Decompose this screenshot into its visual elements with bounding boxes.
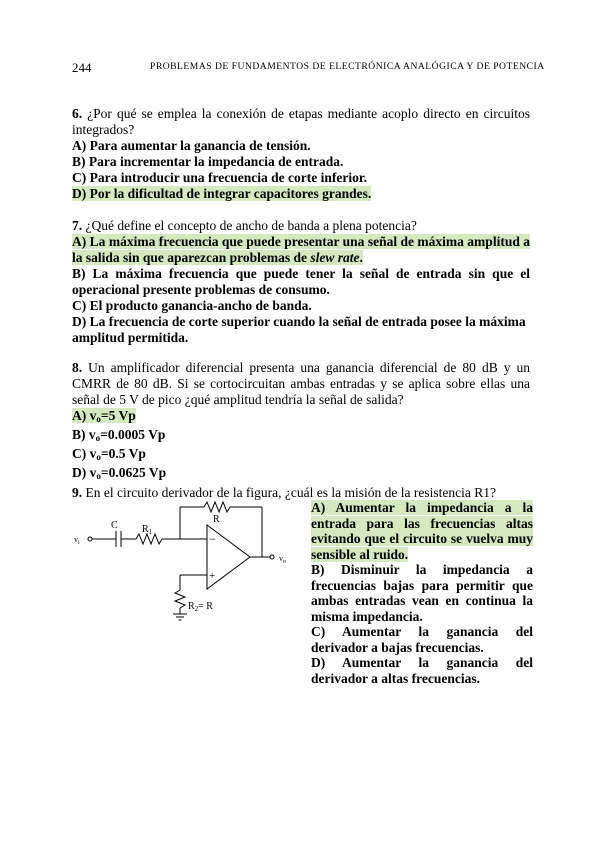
question-8 — [72, 360, 530, 484]
option-d-correct: D) Por la dificultad de integrar capacitores grandes. — [72, 186, 372, 201]
question-text: Un amplificador diferencial presenta una ganancia diferencial de 80 dB y un CMRR de 80 dB. Si se cortocircuitan ambas entradas y se aplica sobre ellas una señal de 5 V de pico ¿qué amplitud tendría la señal de salida? — [72, 360, 531, 407]
question-number: 9. — [72, 485, 83, 500]
option-text: B) v — [72, 427, 96, 442]
option-value: =0.0625 Vp — [100, 465, 167, 480]
question-text: ¿Por qué se emplea la conexión de etapas mediante acoplo directo en circuitos integrados? — [72, 106, 530, 137]
running-title: PROBLEMAS DE FUNDAMENTOS DE ELECTRÓNICA ANALÓGICA Y DE POTENCIA — [150, 61, 545, 72]
question-stem — [72, 106, 530, 138]
option-text: A) v — [72, 408, 97, 423]
option-c: C) El producto ganancia-ancho de banda. — [72, 298, 312, 313]
question-text: ¿Qué define el concepto de ancho de banda a plena potencia? — [85, 218, 417, 233]
option-text: D) v — [72, 465, 97, 480]
option-a-emphasis: slew rate — [310, 250, 360, 265]
option-b: B) La máxima frecuencia que puede tener la señal de entrada sin que el operacional presente problemas de consumo. — [72, 266, 530, 297]
question-number: 8. — [72, 360, 83, 375]
inverting-input-sign: − — [209, 532, 216, 546]
subscript: o — [95, 433, 101, 443]
page-number: 244 — [72, 60, 92, 75]
option-value: =0.5 Vp — [100, 446, 146, 461]
option-a-correct — [72, 234, 530, 265]
subscript: o — [96, 414, 101, 424]
label-r2: $R_2= R$ — [188, 601, 213, 613]
option-a-text: A) La máxima frecuencia que puede presentar una señal de máxima amplitud a la salida sin que aparezcan problemas de — [72, 234, 530, 265]
option-c: C) Aumentar la ganancia del derivador a bajas frecuencias. — [311, 624, 533, 655]
label-r1: $R_1$ — [142, 524, 153, 536]
option-value: =5 Vp — [100, 408, 136, 423]
label-vi: $v_i$ — [74, 535, 80, 546]
option-value: =0.0005 Vp — [100, 427, 166, 442]
option-text: C) v — [72, 446, 97, 461]
question-stem — [72, 218, 530, 234]
option-b: B) Disminuir la impedancia a frecuencias bajas para permitir que ambas entradas vean en continua la misma impedancia. — [311, 562, 533, 624]
option-b — [72, 427, 530, 446]
option-a-end: . — [359, 250, 363, 265]
option-a-correct: A) Aumentar la impedancia a la entrada para las frecuencias altas evitando que el circuito se vuelva muy sensible al ruido. — [311, 500, 533, 562]
option-d: D) La frecuencia de corte superior cuando la señal de entrada posee la máxima amplitud permitida. — [72, 314, 526, 345]
option-c: C) Para introducir una frecuencia de corte inferior. — [72, 170, 367, 185]
option-a-correct — [72, 408, 136, 423]
question-text: En el circuito derivador de la figura, ¿cuál es la misión de la resistencia R1? — [85, 485, 496, 500]
subscript: o — [96, 471, 101, 481]
question-number: 6. — [72, 106, 83, 121]
input-terminal — [88, 537, 92, 541]
question-9-options — [311, 500, 533, 686]
question-6 — [72, 106, 530, 202]
subscript: o — [96, 452, 101, 462]
label-vo: $v_o$ — [279, 554, 286, 565]
label-r: R — [213, 514, 220, 525]
label-c: C — [111, 520, 118, 531]
option-c — [72, 446, 530, 465]
question-number: 7. — [72, 218, 83, 233]
non-inverting-input-sign: + — [209, 570, 216, 582]
option-a: A) Para aumentar la ganancia de tensión. — [72, 138, 311, 153]
option-d: D) Aumentar la ganancia del derivador a altas frecuencias. — [311, 655, 533, 686]
output-terminal — [270, 555, 274, 559]
differentiator-circuit-diagram — [72, 495, 307, 625]
question-stem — [72, 360, 530, 408]
resistor-r-feedback — [204, 502, 230, 512]
resistor-r2 — [175, 590, 185, 608]
option-d — [72, 465, 530, 484]
question-7 — [72, 218, 530, 346]
option-b: B) Para incrementar la impedancia de entrada. — [72, 154, 344, 169]
